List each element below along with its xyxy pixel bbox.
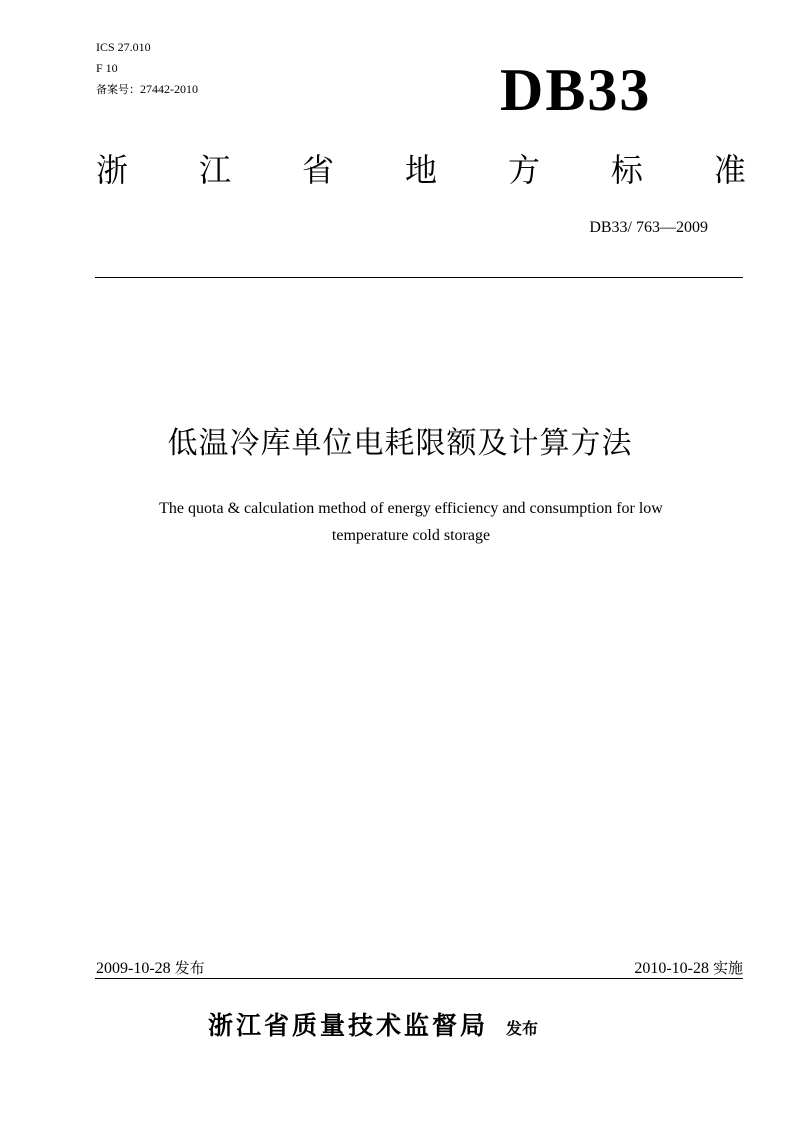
english-title-line-1: The quota & calculation method of energy efficiency and consumption for low — [159, 500, 663, 517]
record-value: 27442-2010 — [140, 82, 198, 96]
standard-number: DB33/ 763—2009 — [589, 219, 708, 236]
issue-date-value: 2009-10-28 — [96, 960, 171, 977]
chinese-title: 低温冷库单位电耗限额及计算方法 — [167, 426, 633, 461]
standard-type-char: 浙 — [96, 151, 129, 189]
implementation-date — [634, 958, 743, 979]
issuer-line — [208, 1006, 538, 1042]
english-title — [100, 495, 722, 549]
implementation-label: 实施 — [712, 959, 743, 977]
english-title-line-2: temperature cold storage — [331, 527, 491, 544]
top-divider — [95, 277, 743, 278]
classification-code: F 10 — [96, 61, 118, 75]
db33-logo: DB33 — [500, 57, 652, 123]
issuer-suffix: 发布 — [506, 1019, 539, 1038]
standard-type-char: 江 — [198, 151, 231, 189]
standard-type-char: 标 — [610, 151, 643, 189]
standard-type-heading — [96, 148, 746, 192]
standard-type-char: 地 — [404, 151, 437, 189]
issuer-name: 浙江省质量技术监督局 — [208, 1011, 489, 1040]
standard-type-char: 省 — [301, 151, 334, 189]
bottom-divider — [95, 978, 743, 979]
issue-label: 发布 — [174, 959, 205, 977]
record-label: 备案号： — [96, 83, 140, 96]
standard-type-char: 方 — [507, 151, 540, 189]
ics-code: ICS 27.010 — [96, 40, 151, 54]
implementation-date-value: 2010-10-28 — [634, 960, 709, 977]
issue-date — [96, 958, 205, 979]
record-number — [96, 82, 198, 97]
standard-type-char: 准 — [713, 151, 746, 189]
